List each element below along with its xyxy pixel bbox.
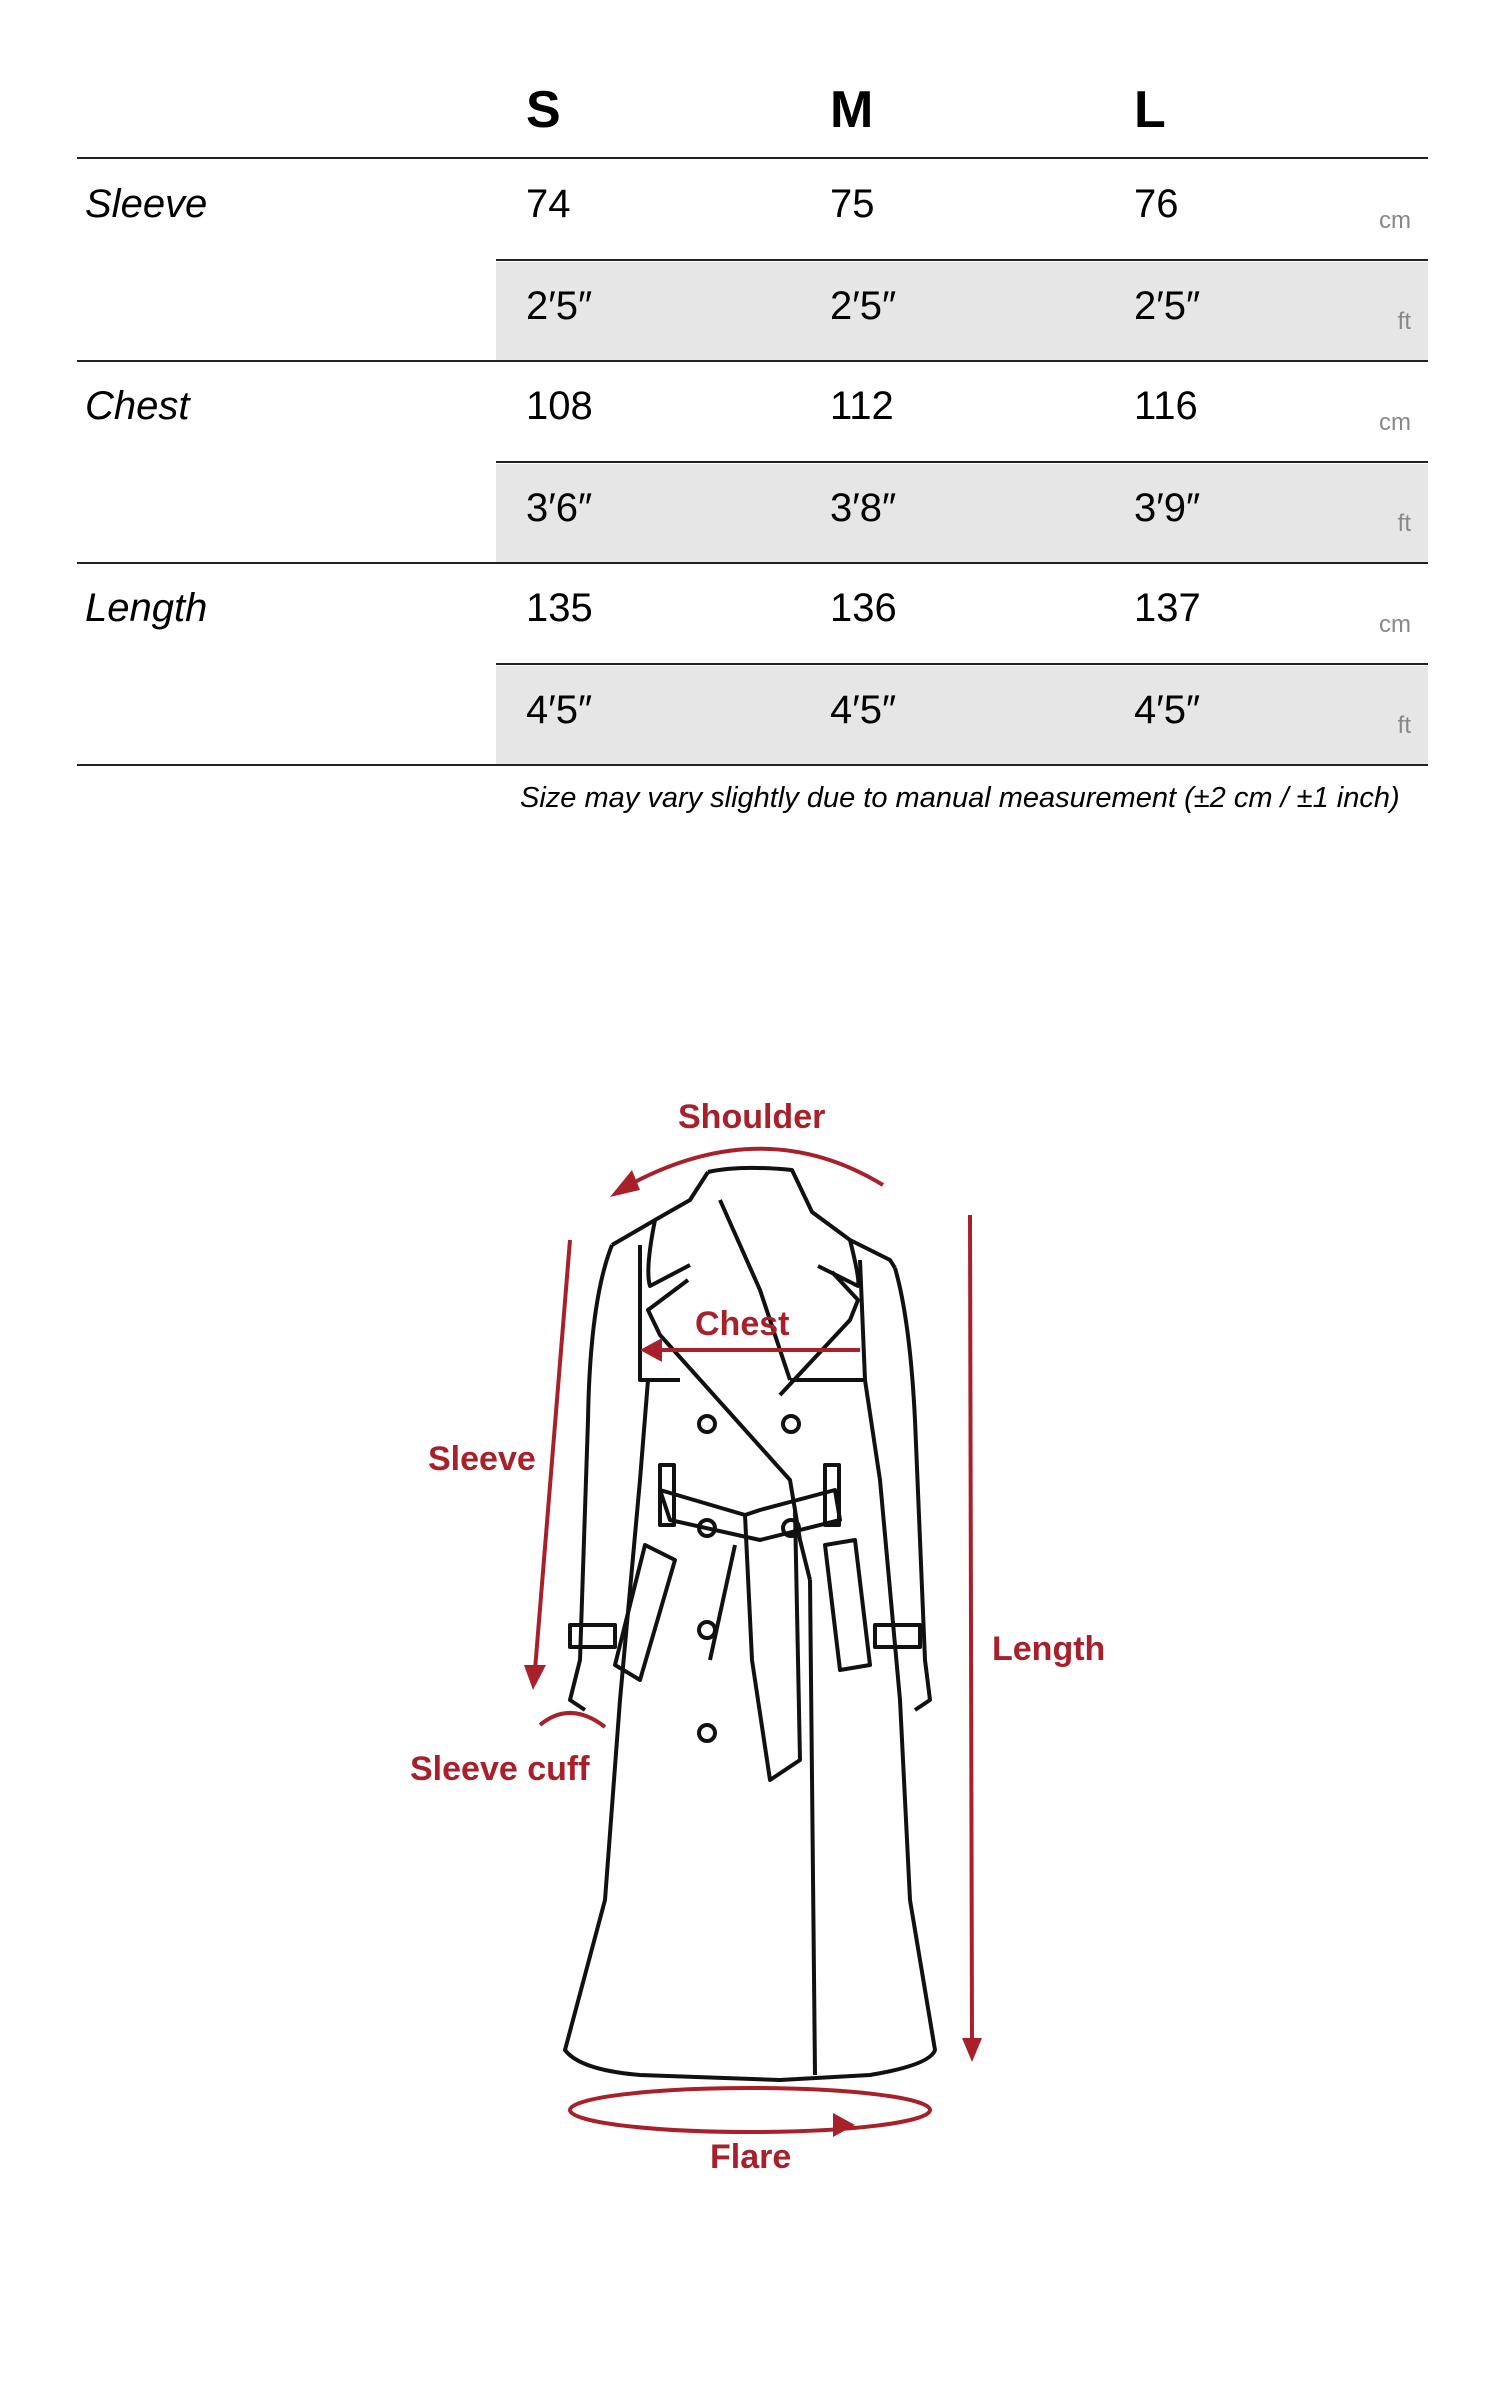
- cell: 3′6″: [526, 486, 593, 530]
- label-flare: Flare: [710, 2138, 792, 2176]
- cell: 4′5″: [830, 688, 897, 732]
- cell: 136: [830, 586, 897, 630]
- cell: 108: [526, 384, 593, 428]
- row-label-chest: Chest: [85, 384, 190, 428]
- cell: 76: [1134, 182, 1179, 226]
- cell: 4′5″: [1134, 688, 1201, 732]
- cell: 137: [1134, 586, 1201, 630]
- unit-cm: cm: [1379, 409, 1411, 436]
- cell: 4′5″: [526, 688, 593, 732]
- size-header-s: S: [526, 81, 561, 139]
- row-label-length: Length: [85, 586, 208, 630]
- cell: 2′5″: [526, 284, 593, 328]
- cell: 116: [1134, 384, 1198, 428]
- cell: 3′9″: [1134, 486, 1201, 530]
- size-header-m: M: [830, 81, 874, 139]
- label-length: Length: [992, 1630, 1106, 1668]
- row-label-sleeve: Sleeve: [85, 182, 208, 226]
- cell: 112: [830, 384, 894, 428]
- unit-cm: cm: [1379, 207, 1411, 234]
- label-sleeve: Sleeve: [428, 1440, 536, 1478]
- cell: 135: [526, 586, 593, 630]
- unit-ft: ft: [1397, 712, 1411, 739]
- cell: 74: [526, 182, 571, 226]
- unit-cm: cm: [1379, 611, 1411, 638]
- size-header-l: L: [1134, 81, 1166, 139]
- label-shoulder: Shoulder: [678, 1098, 826, 1136]
- label-chest: Chest: [695, 1305, 790, 1343]
- cell: 2′5″: [830, 284, 897, 328]
- cell: 3′8″: [830, 486, 897, 530]
- unit-ft: ft: [1397, 510, 1411, 537]
- label-sleeve-cuff: Sleeve cuff: [410, 1750, 590, 1788]
- unit-ft: ft: [1397, 308, 1411, 335]
- cell: 2′5″: [1134, 284, 1201, 328]
- measurement-note: Size may vary slightly due to manual measurement (±2 cm / ±1 inch): [520, 782, 1400, 814]
- cell: 75: [830, 182, 875, 226]
